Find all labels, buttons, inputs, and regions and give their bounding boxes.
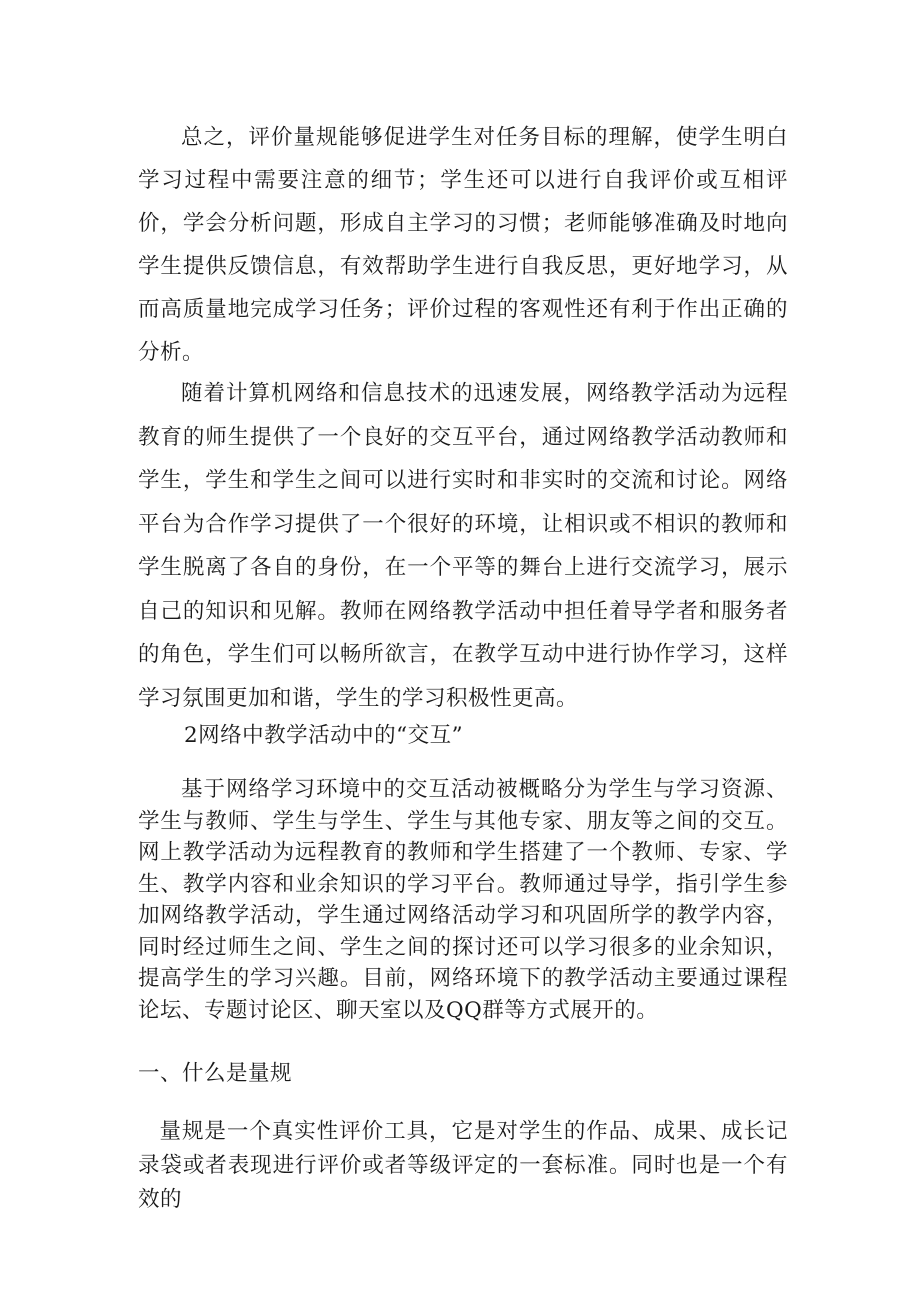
paragraph-network-teaching: 随着计算机网络和信息技术的迅速发展，网络教学活动为远程教育的师生提供了一个良好的交互平台，通过网络教学活动教师和学生，学生和学生之间可以进行实时和非实时的交流和讨论。网络平台为合作学习提供了一个很好的环境，让相识或不相识的教师和学生脱离了各自的身份，在一个平等的舞台上进行交流学习，展示自己的知识和见解。教师在网络教学活动中担任着导学者和服务者的角色，学生们可以畅所欲言，在教学互动中进行协作学习，这样学习氛围更加和谐，学生的学习积极性更高。 (138, 381, 788, 711)
section-heading-rubric: 一、什么是量规 (138, 1061, 293, 1086)
paragraph-rubric: 量规是一个真实性评价工具，它是对学生的作品、成果、成长记录袋或者表现进行评价或者等级评定的一套标准。同时也是一个有效的 (138, 1119, 788, 1212)
paragraph-interaction: 基于网络学习环境中的交互活动被概略分为学生与学习资源、学生与教师、学生与学生、学生与其他专家、朋友等之间的交互。网上教学活动为远程教育的教师和学生搭建了一个教师、专家、学生、教学内容和业余知识的学习平台。教师通过导学，指引学生参加网络教学活动，学生通过网络活动学习和巩固所学的教学内容，同时经过师生之间、学生之间的探讨还可以学习很多的业余知识，提高学生的学习兴趣。目前，网络环境下的教学活动主要通过课程论坛、专题讨论区、聊天室以及QQ群等方式展开的。 (138, 777, 788, 1023)
section-heading-interaction: 2网络中教学活动中的“交互” (184, 723, 464, 748)
paragraph-summary: 总之，评价量规能够促进学生对任务目标的理解，使学生明白学习过程中需要注意的细节；学生还可以进行自我评价或互相评价，学会分析问题，形成自主学习的习惯；老师能够准确及时地向学生提供反馈信息，有效帮助学生进行自我反思，更好地学习，从而高质量地完成学习任务；评价过程的客观性还有利于作出正确的分析。 (138, 125, 788, 365)
